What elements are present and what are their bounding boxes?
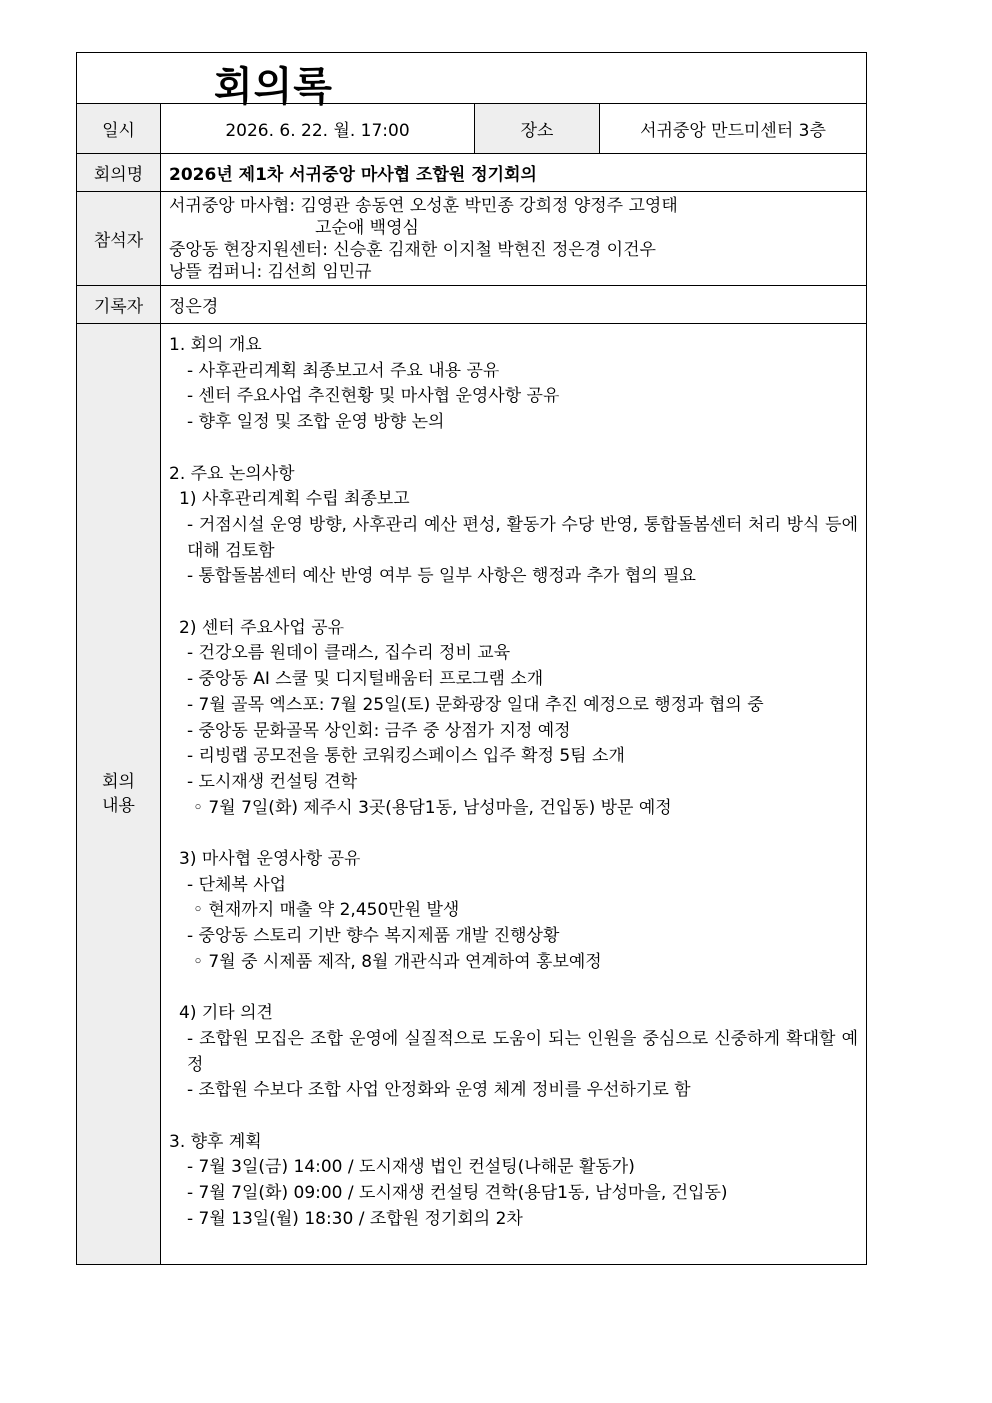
section-title: 1. 회의 개요 xyxy=(169,335,262,355)
date-value: 2026. 6. 22. 월. 17:00 xyxy=(161,104,475,154)
list-item: - 도시재생 컨설팅 견학 xyxy=(187,771,358,792)
section-title: 3. 향후 계획 xyxy=(169,1131,262,1152)
content-label-line: 내용 xyxy=(102,796,135,816)
meeting-minutes-document xyxy=(76,52,866,1265)
document-title: 회의록 xyxy=(214,64,333,110)
minutes-table xyxy=(76,52,867,1265)
meeting-name-label: 회의명 xyxy=(77,154,161,192)
list-item: - 향후 일정 및 조합 운영 방향 논의 xyxy=(187,412,445,433)
list-item: - 리빙랩 공모전을 통한 코워킹스페이스 입주 확정 5팀 소개 xyxy=(187,746,625,767)
list-item: - 센터 주요사업 추진현황 및 마사협 운영사항 공유 xyxy=(187,386,560,407)
list-item: - 조합원 수보다 조합 사업 안정화와 운영 체계 정비를 우선하기로 함 xyxy=(187,1080,691,1101)
sub-list-item: ◦ 7월 중 시제품 제작, 8월 개관식과 연계하여 홍보예정 xyxy=(193,951,602,972)
list-item: - 통합돌봄센터 예산 반영 여부 등 일부 사항은 행정과 추가 협의 필요 xyxy=(187,566,696,587)
sub-list-item: ◦ 7월 7일(화) 제주시 3곳(용담1동, 남성마을, 건입동) 방문 예정 xyxy=(193,797,672,818)
attendees-line: 낭뜰 컴퍼니: 김선희 임민규 xyxy=(169,261,372,282)
content-body xyxy=(161,324,867,1265)
list-item: - 중앙동 문화골목 상인회: 금주 중 상점가 지정 예정 xyxy=(187,720,571,741)
sub-list-item: ◦ 현재까지 매출 약 2,450만원 발생 xyxy=(193,900,460,921)
list-item: - 중앙동 스토리 기반 향수 복지제품 개발 진행상황 xyxy=(187,926,560,947)
list-item: - 7월 3일(금) 14:00 / 도시재생 법인 컨설팅(나해문 활동가) xyxy=(187,1157,635,1178)
attendees-line: 고순애 백영심 xyxy=(315,217,419,238)
list-item: - 7월 골목 엑스포: 7월 25일(토) 문화광장 일대 추진 예정으로 행정과 협의 중 xyxy=(187,694,764,715)
recorder-value: 정은경 xyxy=(161,286,867,324)
section-title: 2. 주요 논의사항 xyxy=(169,463,295,484)
place-label: 장소 xyxy=(475,104,600,154)
content-label-line: 회의 xyxy=(102,772,135,792)
list-item: - 건강오름 원데이 클래스, 집수리 정비 교육 xyxy=(187,643,511,664)
list-item: - 조합원 모집은 조합 운영에 실질적으로 도움이 되는 인원을 중심으로 신중하게 확대할 예정 xyxy=(187,1028,858,1075)
list-item: - 7월 13일(월) 18:30 / 조합원 정기회의 2차 xyxy=(187,1208,523,1229)
subsection-title: 3) 마사협 운영사항 공유 xyxy=(179,849,361,870)
subsection-title: 2) 센터 주요사업 공유 xyxy=(179,617,345,638)
date-label: 일시 xyxy=(77,104,161,154)
content-label xyxy=(77,324,161,1265)
list-item: - 거점시설 운영 방향, 사후관리 예산 편성, 활동가 수당 반영, 통합돌봄센터 처리 방식 등에 대해 검토함 xyxy=(187,514,858,561)
list-item: - 단체복 사업 xyxy=(187,874,287,895)
place-value: 서귀중앙 만드미센터 3층 xyxy=(600,104,867,154)
recorder-label: 기록자 xyxy=(77,286,161,324)
title-cell xyxy=(77,53,867,110)
attendees-line: 중앙동 현장지원센터: 신승훈 김재한 이지철 박현진 정은경 이건우 xyxy=(169,239,656,260)
subsection-title: 1) 사후관리계획 수립 최종보고 xyxy=(179,489,410,510)
list-item: - 중앙동 AI 스쿨 및 디지털배움터 프로그램 소개 xyxy=(187,669,544,690)
attendees-list xyxy=(161,192,867,286)
list-item: - 사후관리계획 최종보고서 주요 내용 공유 xyxy=(187,360,500,381)
attendees-line: 서귀중앙 마사협: 김영관 송동연 오성훈 박민종 강희정 양정주 고영태 xyxy=(169,195,678,216)
attendees-label: 참석자 xyxy=(77,192,161,286)
list-item: - 7월 7일(화) 09:00 / 도시재생 컨설팅 견학(용담1동, 남성마을, 건입동) xyxy=(187,1183,728,1204)
subsection-title: 4) 기타 의견 xyxy=(179,1003,273,1024)
meeting-name-value: 2026년 제1차 서귀중앙 마사협 조합원 정기회의 xyxy=(161,154,867,192)
